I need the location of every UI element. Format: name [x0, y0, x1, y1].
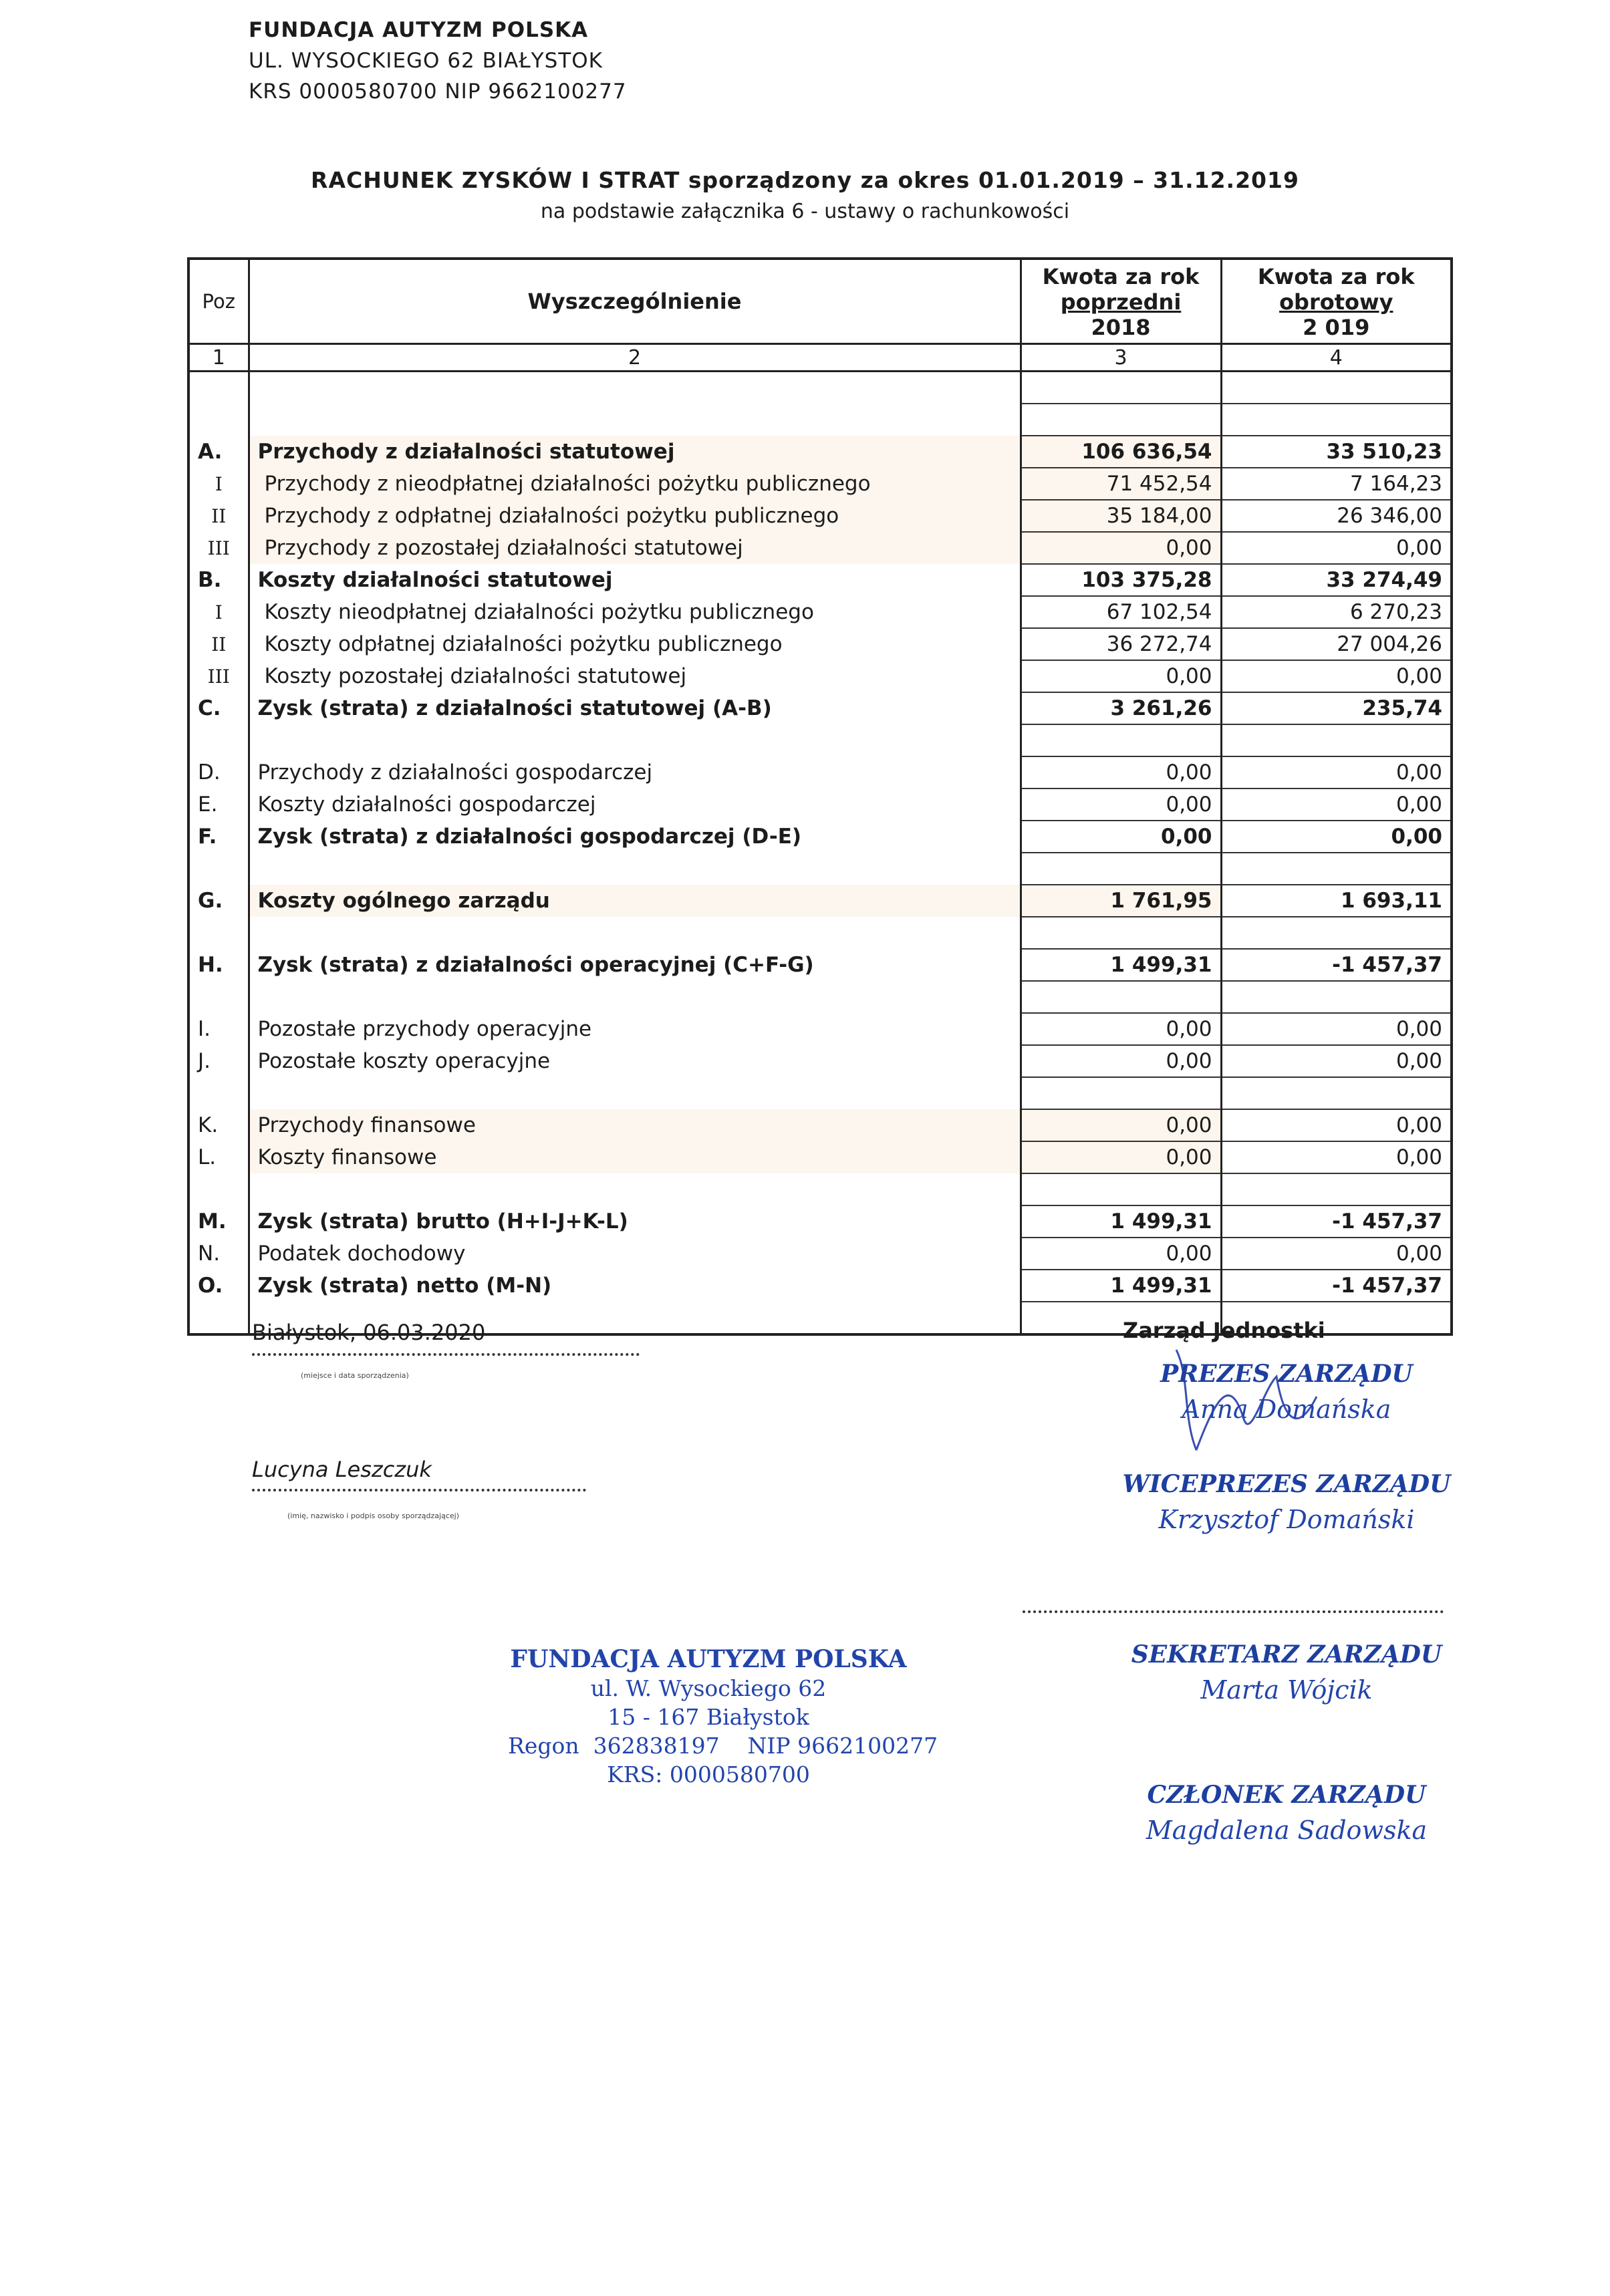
row-previous-year-value: 1 499,31: [1021, 949, 1221, 981]
table-row: [188, 1205, 1452, 1238]
col-number-1: 1: [188, 344, 249, 372]
income-statement-table: [187, 257, 1453, 1336]
board-member-1: [1069, 1360, 1504, 1424]
col-prev-line1: Kwota za rok: [1042, 264, 1200, 289]
place-date-line: [252, 1353, 640, 1356]
row-previous-year-value: 0,00: [1021, 1013, 1221, 1045]
table-row: [188, 1109, 1452, 1141]
row-previous-year-value: 0,00: [1021, 660, 1221, 692]
spacer-cell: [1221, 917, 1452, 949]
spacer-cell: [249, 1173, 1021, 1205]
row-code-cell: A.: [188, 436, 249, 468]
row-current-year-value: -1 457,37: [1221, 1270, 1452, 1302]
row-code-cell: K.: [188, 1109, 249, 1141]
row-previous-year-value: 3 261,26: [1021, 692, 1221, 724]
row-previous-year-value: 1 499,31: [1021, 1270, 1221, 1302]
row-current-year-value: 7 164,23: [1221, 468, 1452, 500]
spacer-cell: [1221, 853, 1452, 885]
column-number-row: [188, 344, 1452, 372]
row-current-year-value: 33 510,23: [1221, 436, 1452, 468]
row-current-year-value: 0,00: [1221, 532, 1452, 564]
spacer-cell: [1021, 853, 1221, 885]
table-row: [188, 1238, 1452, 1270]
row-previous-year-value: 0,00: [1021, 532, 1221, 564]
row-description-cell: Przychody z odpłatnej działalności pożytku publicznego: [249, 500, 1021, 532]
row-current-year-value: 0,00: [1221, 756, 1452, 788]
spacer-cell: [249, 1077, 1021, 1109]
row-code-cell: I: [188, 468, 249, 500]
stamp-ids: Regon 362838197 NIP 9662100277: [508, 1733, 938, 1759]
table-row: [188, 885, 1452, 917]
organization-stamp: [508, 1645, 938, 1789]
stamp-krs: KRS: 0000580700: [607, 1761, 810, 1787]
table-row: [188, 468, 1452, 500]
row-code-cell: III: [188, 532, 249, 564]
spacer-cell: [1221, 372, 1452, 404]
row-previous-year-value: 35 184,00: [1021, 500, 1221, 532]
spacer-row: [188, 404, 1452, 436]
col-header-description: Wyszczególnienie: [249, 259, 1021, 344]
row-description-cell: Koszty odpłatnej działalności pożytku publicznego: [249, 628, 1021, 660]
title-main: RACHUNEK ZYSKÓW I STRAT sporządzony za okres 01.01.2019 – 31.12.2019: [311, 167, 1299, 193]
org-header: [249, 15, 627, 107]
table-header-row: [188, 259, 1452, 344]
row-current-year-value: 0,00: [1221, 1141, 1452, 1173]
spacer-cell: [1021, 404, 1221, 436]
row-previous-year-value: 103 375,28: [1021, 564, 1221, 596]
table-body: [188, 372, 1452, 1335]
row-description-cell: Przychody z działalności gospodarczej: [249, 756, 1021, 788]
spacer-cell: [188, 372, 249, 404]
row-code-cell: B.: [188, 564, 249, 596]
row-description-cell: Przychody z działalności statutowej: [249, 436, 1021, 468]
spacer-cell: [1021, 917, 1221, 949]
row-current-year-value: 0,00: [1221, 1013, 1452, 1045]
row-description-cell: Pozostałe koszty operacyjne: [249, 1045, 1021, 1077]
col-header-current-year: [1221, 259, 1452, 344]
row-code-cell: L.: [188, 1141, 249, 1173]
col-prev-year: 2018: [1091, 315, 1151, 340]
row-code-cell: M.: [188, 1205, 249, 1238]
row-code-cell: II: [188, 500, 249, 532]
spacer-cell: [1021, 981, 1221, 1013]
spacer-cell: [1221, 1173, 1452, 1205]
org-address: UL. WYSOCKIEGO 62 BIAŁYSTOK: [249, 49, 603, 73]
row-description-cell: Koszty działalności gospodarczej: [249, 788, 1021, 821]
spacer-cell: [1021, 372, 1221, 404]
row-code-cell: F.: [188, 821, 249, 853]
spacer-cell: [249, 981, 1021, 1013]
spacer-row: [188, 724, 1452, 756]
spacer-cell: [249, 372, 1021, 404]
row-code-cell: O.: [188, 1270, 249, 1302]
table-row: [188, 1270, 1452, 1302]
spacer-cell: [188, 981, 249, 1013]
board-role-4: CZŁONEK ZARZĄDU: [1147, 1781, 1426, 1809]
table-row: [188, 949, 1452, 981]
table-row: [188, 1141, 1452, 1173]
row-code-cell: H.: [188, 949, 249, 981]
row-current-year-value: 0,00: [1221, 1109, 1452, 1141]
board-member-3: [1069, 1640, 1504, 1705]
row-description-cell: Koszty ogólnego zarządu: [249, 885, 1021, 917]
table-row: [188, 660, 1452, 692]
spacer-cell: [188, 853, 249, 885]
table-row: [188, 692, 1452, 724]
row-description-cell: Podatek dochodowy: [249, 1238, 1021, 1270]
col-header-poz: Poz: [188, 259, 249, 344]
row-current-year-value: -1 457,37: [1221, 949, 1452, 981]
row-previous-year-value: 106 636,54: [1021, 436, 1221, 468]
row-previous-year-value: 0,00: [1021, 1045, 1221, 1077]
row-current-year-value: 0,00: [1221, 1045, 1452, 1077]
table-row: [188, 564, 1452, 596]
spacer-cell: [188, 724, 249, 756]
row-description-cell: Zysk (strata) z działalności gospodarczej (D-E): [249, 821, 1021, 853]
row-code-cell: III: [188, 660, 249, 692]
row-description-cell: Koszty pozostałej działalności statutowej: [249, 660, 1021, 692]
row-current-year-value: 33 274,49: [1221, 564, 1452, 596]
row-current-year-value: 235,74: [1221, 692, 1452, 724]
board-role-3: SEKRETARZ ZARZĄDU: [1131, 1640, 1442, 1669]
row-description-cell: Pozostałe przychody operacyjne: [249, 1013, 1021, 1045]
col-prev-line2: poprzedni: [1060, 289, 1182, 315]
col-cur-line2: obrotowy: [1279, 289, 1393, 315]
spacer-row: [188, 1077, 1452, 1109]
row-previous-year-value: 0,00: [1021, 1109, 1221, 1141]
row-current-year-value: 0,00: [1221, 1238, 1452, 1270]
row-previous-year-value: 1 761,95: [1021, 885, 1221, 917]
row-description-cell: Zysk (strata) z działalności operacyjnej (C+F-G): [249, 949, 1021, 981]
row-current-year-value: -1 457,37: [1221, 1205, 1452, 1238]
spacer-cell: [1021, 724, 1221, 756]
table-row: [188, 436, 1452, 468]
spacer-cell: [249, 404, 1021, 436]
preparer-name: Lucyna Leszczuk: [252, 1457, 432, 1482]
row-current-year-value: 1 693,11: [1221, 885, 1452, 917]
stamp-name: FUNDACJA AUTYZM POLSKA: [510, 1645, 907, 1673]
spacer-row: [188, 1173, 1452, 1205]
row-description-cell: Koszty nieodpłatnej działalności pożytku publicznego: [249, 596, 1021, 628]
board-name-4: Magdalena Sadowska: [1146, 1816, 1428, 1845]
spacer-row: [188, 853, 1452, 885]
spacer-cell: [188, 1173, 249, 1205]
col-cur-year: 2 019: [1303, 315, 1370, 340]
col-cur-line1: Kwota za rok: [1257, 264, 1415, 289]
row-current-year-value: 27 004,26: [1221, 628, 1452, 660]
spacer-row: [188, 981, 1452, 1013]
col-header-previous-year: [1021, 259, 1221, 344]
row-previous-year-value: 71 452,54: [1021, 468, 1221, 500]
spacer-cell: [188, 1077, 249, 1109]
row-description-cell: Koszty działalności statutowej: [249, 564, 1021, 596]
row-previous-year-value: 0,00: [1021, 756, 1221, 788]
spacer-cell: [188, 1302, 249, 1334]
row-current-year-value: 6 270,23: [1221, 596, 1452, 628]
spacer-cell: [249, 724, 1021, 756]
spacer-row: [188, 917, 1452, 949]
row-code-cell: D.: [188, 756, 249, 788]
org-name: FUNDACJA AUTYZM POLSKA: [249, 18, 589, 42]
spacer-cell: [188, 404, 249, 436]
table-row: [188, 532, 1452, 564]
row-code-cell: N.: [188, 1238, 249, 1270]
spacer-cell: [1221, 1077, 1452, 1109]
spacer-cell: [249, 853, 1021, 885]
row-previous-year-value: 0,00: [1021, 788, 1221, 821]
row-description-cell: Zysk (strata) netto (M-N): [249, 1270, 1021, 1302]
row-description-cell: Koszty finansowe: [249, 1141, 1021, 1173]
row-previous-year-value: 67 102,54: [1021, 596, 1221, 628]
board-member-2: [1069, 1470, 1504, 1534]
row-current-year-value: 0,00: [1221, 788, 1452, 821]
row-previous-year-value: 0,00: [1021, 821, 1221, 853]
title-sub: na podstawie załącznika 6 - ustawy o rachunkowości: [540, 200, 1070, 223]
row-previous-year-value: 1 499,31: [1021, 1205, 1221, 1238]
table-row: [188, 628, 1452, 660]
table-row: [188, 1045, 1452, 1077]
table-row: [188, 1013, 1452, 1045]
spacer-cell: [188, 917, 249, 949]
row-code-cell: C.: [188, 692, 249, 724]
table-row: [188, 821, 1452, 853]
place-date: Białystok, 06.03.2020: [252, 1320, 486, 1345]
board-role-2: WICEPREZES ZARZĄDU: [1122, 1470, 1451, 1498]
col-number-3: 3: [1021, 344, 1221, 372]
board-name-3: Marta Wójcik: [1200, 1675, 1373, 1705]
row-description-cell: Przychody z nieodpłatnej działalności pożytku publicznego: [249, 468, 1021, 500]
row-code-cell: I: [188, 596, 249, 628]
table-row: [188, 788, 1452, 821]
board-name-2: Krzysztof Domański: [1158, 1505, 1415, 1534]
place-date-caption: (miejsce i data sporządzenia): [301, 1371, 409, 1380]
preparer-caption: (imię, nazwisko i podpis osoby sporządzającej): [287, 1512, 459, 1520]
row-description-cell: Przychody z pozostałej działalności statutowej: [249, 532, 1021, 564]
board-member-4: [1069, 1781, 1504, 1845]
row-description-cell: Przychody finansowe: [249, 1109, 1021, 1141]
stamp-street: ul. W. Wysockiego 62: [590, 1675, 827, 1701]
preparer-line: [252, 1489, 586, 1491]
row-code-cell: G.: [188, 885, 249, 917]
board-heading: Zarząd Jednostki: [1123, 1318, 1325, 1343]
spacer-cell: [1021, 1173, 1221, 1205]
row-description-cell: Zysk (strata) z działalności statutowej (A-B): [249, 692, 1021, 724]
row-previous-year-value: 0,00: [1021, 1238, 1221, 1270]
spacer-cell: [1221, 404, 1452, 436]
row-previous-year-value: 36 272,74: [1021, 628, 1221, 660]
board-role-1: PREZES ZARZĄDU: [1160, 1360, 1413, 1388]
table-row: [188, 596, 1452, 628]
table-row: [188, 756, 1452, 788]
stamp-city: 15 - 167 Białystok: [608, 1704, 809, 1730]
spacer-row: [188, 372, 1452, 404]
spacer-cell: [1221, 981, 1452, 1013]
row-description-cell: Zysk (strata) brutto (H+I-J+K-L): [249, 1205, 1021, 1238]
spacer-cell: [249, 917, 1021, 949]
document-title: [0, 167, 1610, 223]
board-name-1: Anna Domańska: [1182, 1395, 1391, 1424]
col-number-4: 4: [1221, 344, 1452, 372]
row-code-cell: II: [188, 628, 249, 660]
row-code-cell: J.: [188, 1045, 249, 1077]
col-number-2: 2: [249, 344, 1021, 372]
table-row: [188, 500, 1452, 532]
row-code-cell: I.: [188, 1013, 249, 1045]
row-current-year-value: 26 346,00: [1221, 500, 1452, 532]
row-code-cell: E.: [188, 788, 249, 821]
org-registry: KRS 0000580700 NIP 9662100277: [249, 80, 627, 104]
row-current-year-value: 0,00: [1221, 660, 1452, 692]
spacer-cell: [1221, 724, 1452, 756]
spacer-cell: [1021, 1077, 1221, 1109]
row-previous-year-value: 0,00: [1021, 1141, 1221, 1173]
board-signature-line: [1023, 1610, 1444, 1613]
row-current-year-value: 0,00: [1221, 821, 1452, 853]
